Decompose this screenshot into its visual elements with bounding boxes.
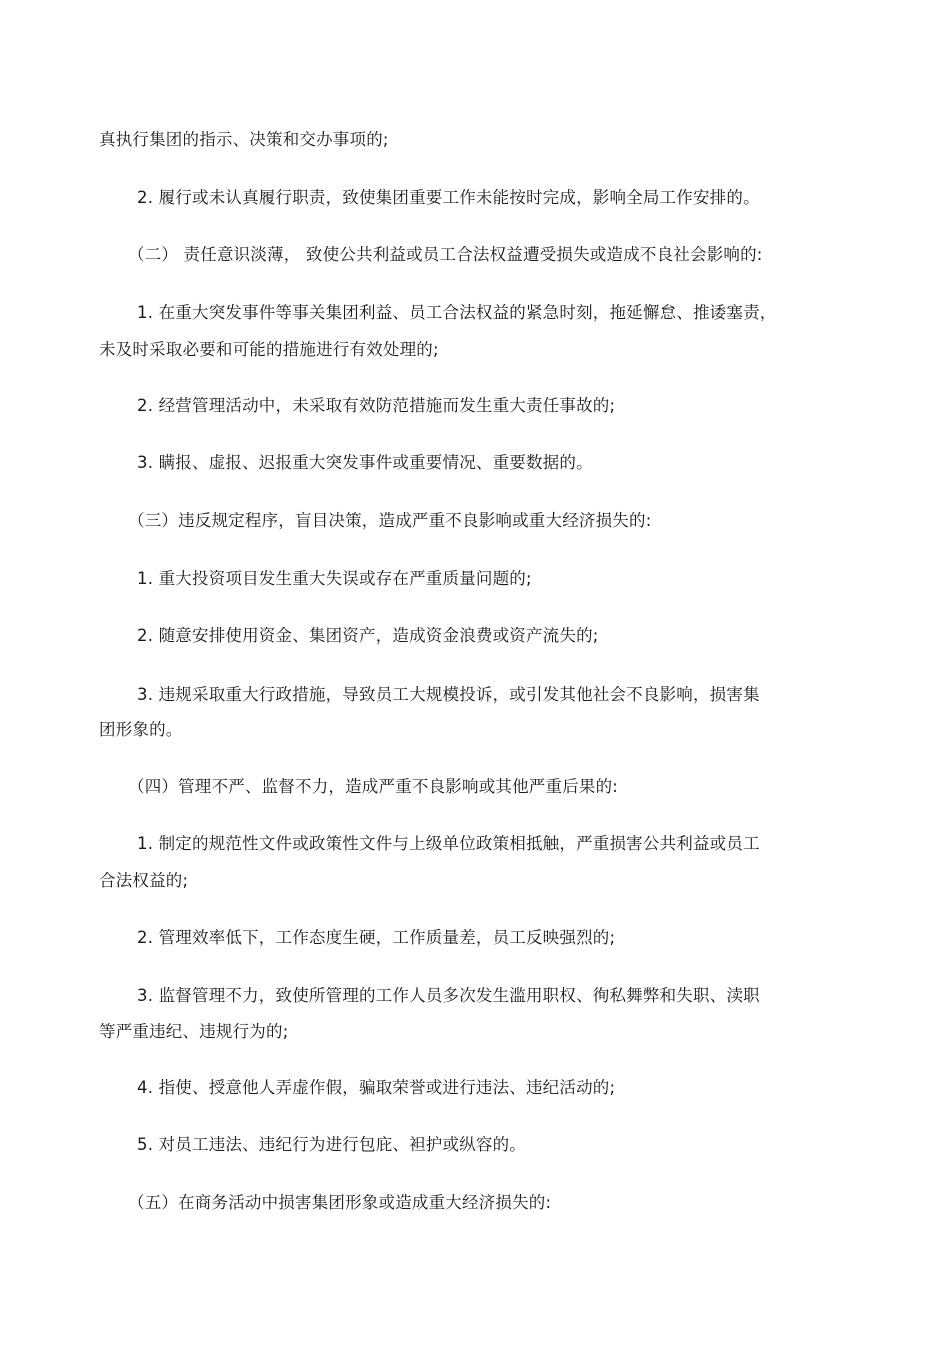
text-line: 2. 经营管理活动中，未采取有效防范措施而发生重大责任事故的;	[137, 396, 616, 415]
text-line: 5. 对员工违法、违纪行为进行包庇、袒护或纵容的。	[137, 1135, 526, 1154]
text-line: 2. 随意安排使用资金、集团资产，造成资金浪费或资产流失的;	[137, 626, 599, 645]
section-heading: （三）违反规定程序，盲目决策，造成严重不良影响或重大经济损失的:	[128, 511, 652, 530]
text-line: 4. 指使、授意他人弄虚作假，骗取荣誉或进行违法、违纪活动的;	[137, 1078, 616, 1097]
text-line: 等严重违纪、违规行为的;	[99, 1022, 289, 1041]
text-line: 合法权益的;	[99, 871, 189, 890]
text-line: 团形象的。	[99, 720, 183, 739]
text-line: 3. 监督管理不力，致使所管理的工作人员多次发生滥用职权、徇私舞弊和失职、渎职	[137, 986, 760, 1005]
section-heading: （二） 责任意识淡薄， 致使公共利益或员工合法权益遭受损失或造成不良社会影响的:	[128, 245, 763, 264]
text-line: 1. 制定的规范性文件或政策性文件与上级单位政策相抵触，严重损害公共利益或员工	[137, 834, 760, 853]
text-line: 1. 重大投资项目发生重大失误或存在严重质量问题的;	[137, 569, 532, 588]
text-line: 2. 管理效率低下，工作态度生硬，工作质量差，员工反映强烈的;	[137, 928, 616, 947]
text-line: 未及时采取必要和可能的措施进行有效处理的;	[99, 340, 439, 359]
section-heading: （四）管理不严、监督不力，造成严重不良影响或其他严重后果的:	[128, 777, 619, 796]
text-line: 3. 瞒报、虚报、迟报重大突发事件或重要情况、重要数据的。	[137, 453, 593, 472]
text-line: 3. 违规采取重大行政措施，导致员工大规模投诉，或引发其他社会不良影响，损害集	[137, 685, 760, 704]
text-line: 2. 履行或未认真履行职责，致使集团重要工作未能按时完成，影响全局工作安排的。	[137, 188, 760, 207]
text-line: 1. 在重大突发事件等事关集团利益、员工合法权益的紧急时刻，拖延懈怠、推诿塞责，	[137, 303, 777, 322]
section-heading: （五）在商务活动中损害集团形象或造成重大经济损失的:	[128, 1193, 552, 1212]
text-line: 真执行集团的指示、决策和交办事项的;	[99, 130, 389, 149]
